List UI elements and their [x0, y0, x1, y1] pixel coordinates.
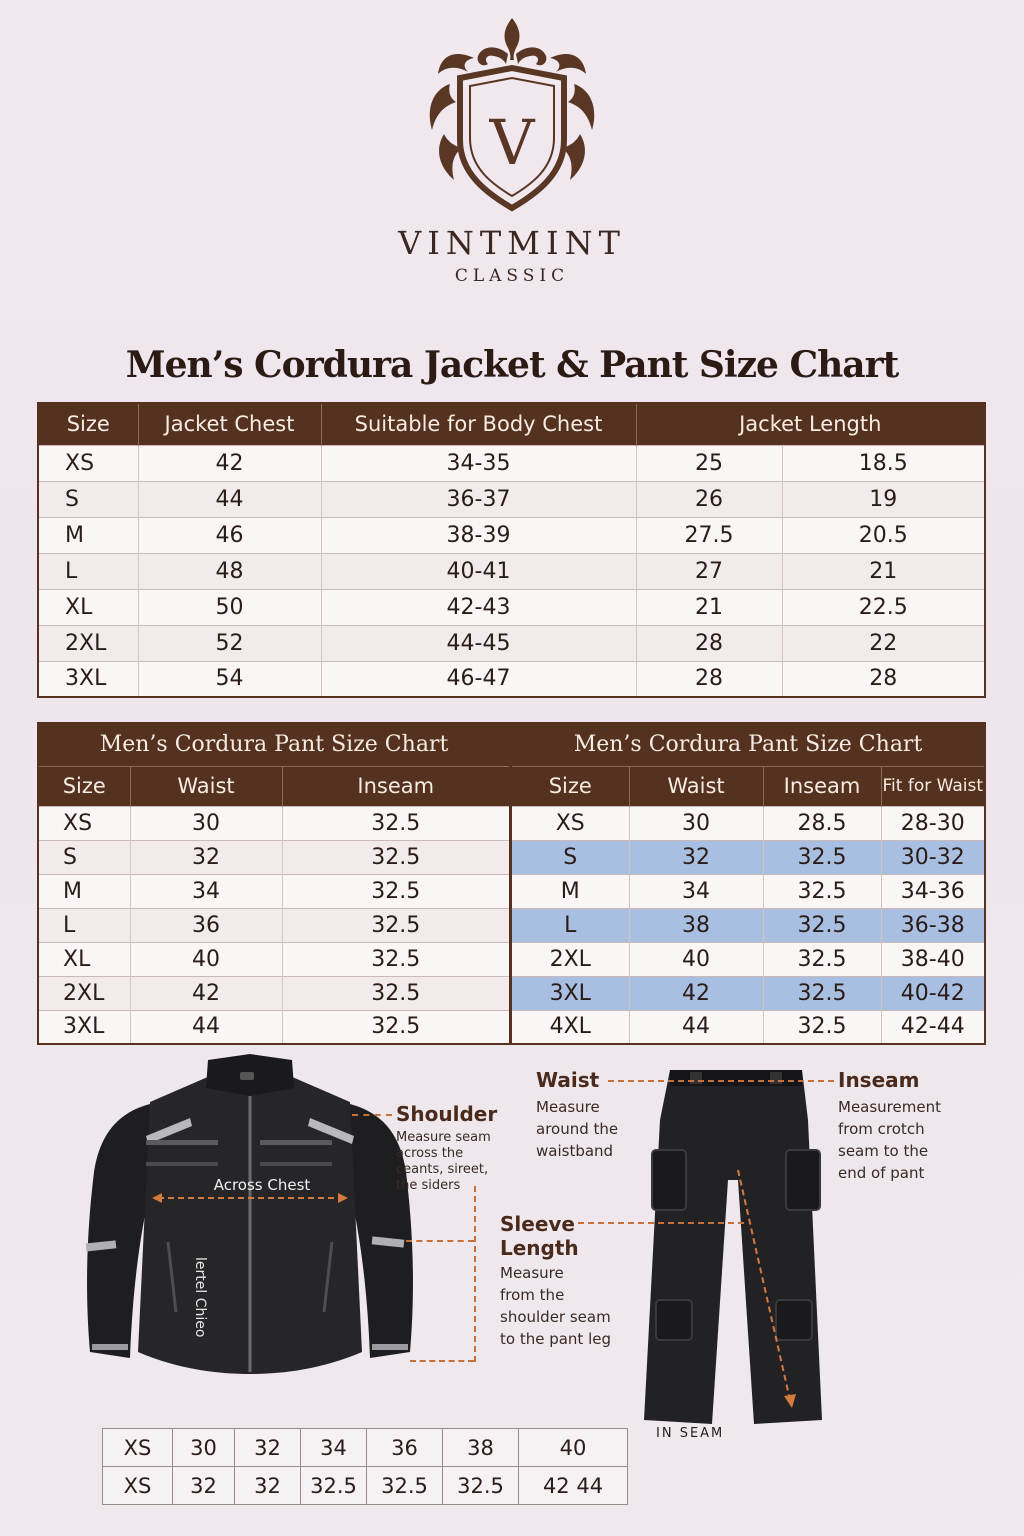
table-row [38, 661, 985, 697]
table-cell: 34-35 [321, 445, 636, 481]
table-cell: 28-30 [881, 806, 985, 840]
table-cell: 28 [782, 661, 985, 697]
table-cell: 4XL [511, 1010, 629, 1044]
table-cell: 18.5 [782, 445, 985, 481]
table-cell: 38 [629, 908, 763, 942]
table-row [511, 908, 985, 942]
table-cell: L [38, 553, 138, 589]
table-cell: 34 [130, 874, 282, 908]
inseam-caption: IN SEAM [656, 1426, 725, 1441]
table-cell: 30 [130, 806, 282, 840]
table-cell: 44 [130, 1010, 282, 1044]
table-cell: 42 [629, 976, 763, 1010]
table-cell: 27.5 [636, 517, 782, 553]
table-cell: 44 [629, 1010, 763, 1044]
table-cell: 32.5 [282, 1010, 510, 1044]
table-cell: XS [38, 806, 130, 840]
table-cell: 32 [629, 840, 763, 874]
table-cell: 38 [443, 1429, 519, 1467]
hem-leader [410, 1360, 474, 1362]
table-cell: XS [103, 1467, 173, 1505]
table-cell: 28 [636, 661, 782, 697]
table-cell: 32.5 [282, 840, 510, 874]
table-row [38, 517, 985, 553]
table-cell: 54 [138, 661, 321, 697]
shoulder-description: Measure seam across the ceants, sireet, the siders [396, 1130, 491, 1193]
header-jacket-length: Jacket Length [636, 403, 985, 445]
chest-leader [406, 1240, 474, 1242]
table-caption: Men’s Cordura Pant Size Chart [38, 723, 510, 766]
table-cell: 3XL [38, 1010, 130, 1044]
table-cell: 32.5 [282, 874, 510, 908]
table-cell: M [511, 874, 629, 908]
table-cell: 32.5 [282, 942, 510, 976]
shoulder-vertical-leader [474, 1186, 476, 1362]
table-cell: 42 44 [519, 1467, 628, 1505]
pant-size-table-left [37, 722, 511, 1045]
table-cell: 32.5 [763, 976, 881, 1010]
table-cell: 32.5 [367, 1467, 443, 1505]
shoulder-title: Shoulder [396, 1102, 498, 1126]
inseam-description: Measurement from crotch seam to the end of pant [838, 1098, 941, 1182]
table-row [103, 1467, 628, 1505]
table-row [38, 625, 985, 661]
table-cell: 32.5 [282, 976, 510, 1010]
table-cell: 32 [235, 1429, 301, 1467]
table-cell: S [511, 840, 629, 874]
table-header-row [38, 403, 985, 445]
table-cell: 32.5 [763, 874, 881, 908]
across-chest-label: Across Chest [213, 1176, 311, 1194]
table-cell: L [38, 908, 130, 942]
table-row [511, 806, 985, 840]
table-cell: 36 [367, 1429, 443, 1467]
table-cell: 40-41 [321, 553, 636, 589]
table-cell: 52 [138, 625, 321, 661]
table-row [38, 1010, 510, 1044]
table-cell: 32 [235, 1467, 301, 1505]
table-cell: 34 [629, 874, 763, 908]
table-cell: S [38, 481, 138, 517]
table-cell: 34 [301, 1429, 367, 1467]
inseam-title: Inseam [838, 1068, 920, 1092]
table-cell: 26 [636, 481, 782, 517]
table-cell: 25 [636, 445, 782, 481]
table-cell: 38-40 [881, 942, 985, 976]
table-cell: 3XL [511, 976, 629, 1010]
table-cell: 44-45 [321, 625, 636, 661]
table-row [38, 445, 985, 481]
table-cell: L [511, 908, 629, 942]
table-cell: 42 [130, 976, 282, 1010]
header-waist: Waist [629, 766, 763, 806]
table-cell: 32.5 [763, 942, 881, 976]
table-cell: 32 [173, 1467, 235, 1505]
table-cell: 3XL [38, 661, 138, 697]
page-title: Men’s Cordura Jacket & Pant Size Chart [125, 344, 899, 386]
table-cell: 36-38 [881, 908, 985, 942]
sleeve-length-title: Sleeve Length [500, 1212, 579, 1260]
pant-size-table-right [510, 722, 986, 1045]
table-cell: 32.5 [763, 908, 881, 942]
table-cell: 2XL [38, 625, 138, 661]
table-cell: XL [38, 589, 138, 625]
sleeve-leader [578, 1222, 744, 1224]
shoulder-leader [352, 1114, 392, 1116]
table-row [38, 806, 510, 840]
table-cell: 30 [629, 806, 763, 840]
table-row [511, 840, 985, 874]
table-cell: 28.5 [763, 806, 881, 840]
table-cell: XS [511, 806, 629, 840]
header-waist: Waist [130, 766, 282, 806]
table-cell: 32 [130, 840, 282, 874]
table-cell: 42-43 [321, 589, 636, 625]
table-row [511, 942, 985, 976]
table-cell: XS [38, 445, 138, 481]
table-row [511, 1010, 985, 1044]
table-cell: 32.5 [301, 1467, 367, 1505]
table-row [38, 874, 510, 908]
table-cell: 2XL [38, 976, 130, 1010]
table-cell: 50 [138, 589, 321, 625]
table-cell: 38-39 [321, 517, 636, 553]
table-cell: XS [103, 1429, 173, 1467]
header-size: Size [511, 766, 629, 806]
waist-title: Waist [536, 1068, 600, 1092]
table-cell: 2XL [511, 942, 629, 976]
table-cell: 22 [782, 625, 985, 661]
table-cell: 21 [636, 589, 782, 625]
header-size: Size [38, 403, 138, 445]
table-cell: S [38, 840, 130, 874]
header-inseam: Inseam [763, 766, 881, 806]
table-cell: 40 [130, 942, 282, 976]
table-cell: 20.5 [782, 517, 985, 553]
table-cell: M [38, 517, 138, 553]
table-row [38, 553, 985, 589]
table-row [103, 1429, 628, 1467]
table-cell: 32.5 [443, 1467, 519, 1505]
table-cell: 36-37 [321, 481, 636, 517]
table-cell: 30-32 [881, 840, 985, 874]
table-cell: 27 [636, 553, 782, 589]
jacket-illustration [80, 1052, 420, 1402]
table-row [38, 840, 510, 874]
table-cell: 46 [138, 517, 321, 553]
logo-letter: V [489, 106, 535, 179]
table-cell: 28 [636, 625, 782, 661]
table-cell: 21 [782, 553, 985, 589]
waist-leader [608, 1080, 834, 1082]
table-cell: 34-36 [881, 874, 985, 908]
table-row [38, 908, 510, 942]
table-cell: 48 [138, 553, 321, 589]
jacket-side-text: lertel Chieo [192, 1257, 208, 1338]
table-row [511, 874, 985, 908]
table-cell: 32.5 [763, 840, 881, 874]
table-cell: 30 [173, 1429, 235, 1467]
brand-name: VINTMINT [398, 224, 626, 262]
table-cell: 22.5 [782, 589, 985, 625]
table-cell: 42 [138, 445, 321, 481]
table-cell: M [38, 874, 130, 908]
table-cell: 44 [138, 481, 321, 517]
sleeve-length-description: Measure from the shoulder seam to the pant leg [500, 1264, 611, 1348]
table-cell: XL [38, 942, 130, 976]
header-body-chest: Suitable for Body Chest [321, 403, 636, 445]
table-cell: 42-44 [881, 1010, 985, 1044]
table-cell: 32.5 [282, 806, 510, 840]
table-cell: 36 [130, 908, 282, 942]
table-cell: 40 [519, 1429, 628, 1467]
table-row [38, 481, 985, 517]
table-caption: Men’s Cordura Pant Size Chart [511, 723, 985, 766]
table-row [511, 976, 985, 1010]
table-cell: 46-47 [321, 661, 636, 697]
header-fit-for-waist: Fit for Waist [881, 766, 985, 806]
table-cell: 32.5 [763, 1010, 881, 1044]
bottom-size-table [102, 1428, 628, 1505]
table-cell: 19 [782, 481, 985, 517]
waist-description: Measure around the waistband [536, 1098, 619, 1160]
table-row [38, 942, 510, 976]
table-cell: 32.5 [282, 908, 510, 942]
pants-illustration [630, 1060, 830, 1430]
jacket-size-table [37, 402, 986, 698]
table-cell: 40 [629, 942, 763, 976]
header-inseam: Inseam [282, 766, 510, 806]
vintmint-logo [412, 14, 612, 214]
header-jacket-chest: Jacket Chest [138, 403, 321, 445]
table-cell: 40-42 [881, 976, 985, 1010]
header-size: Size [38, 766, 130, 806]
table-row [38, 589, 985, 625]
brand-subtitle: CLASSIC [454, 266, 570, 286]
table-row [38, 976, 510, 1010]
